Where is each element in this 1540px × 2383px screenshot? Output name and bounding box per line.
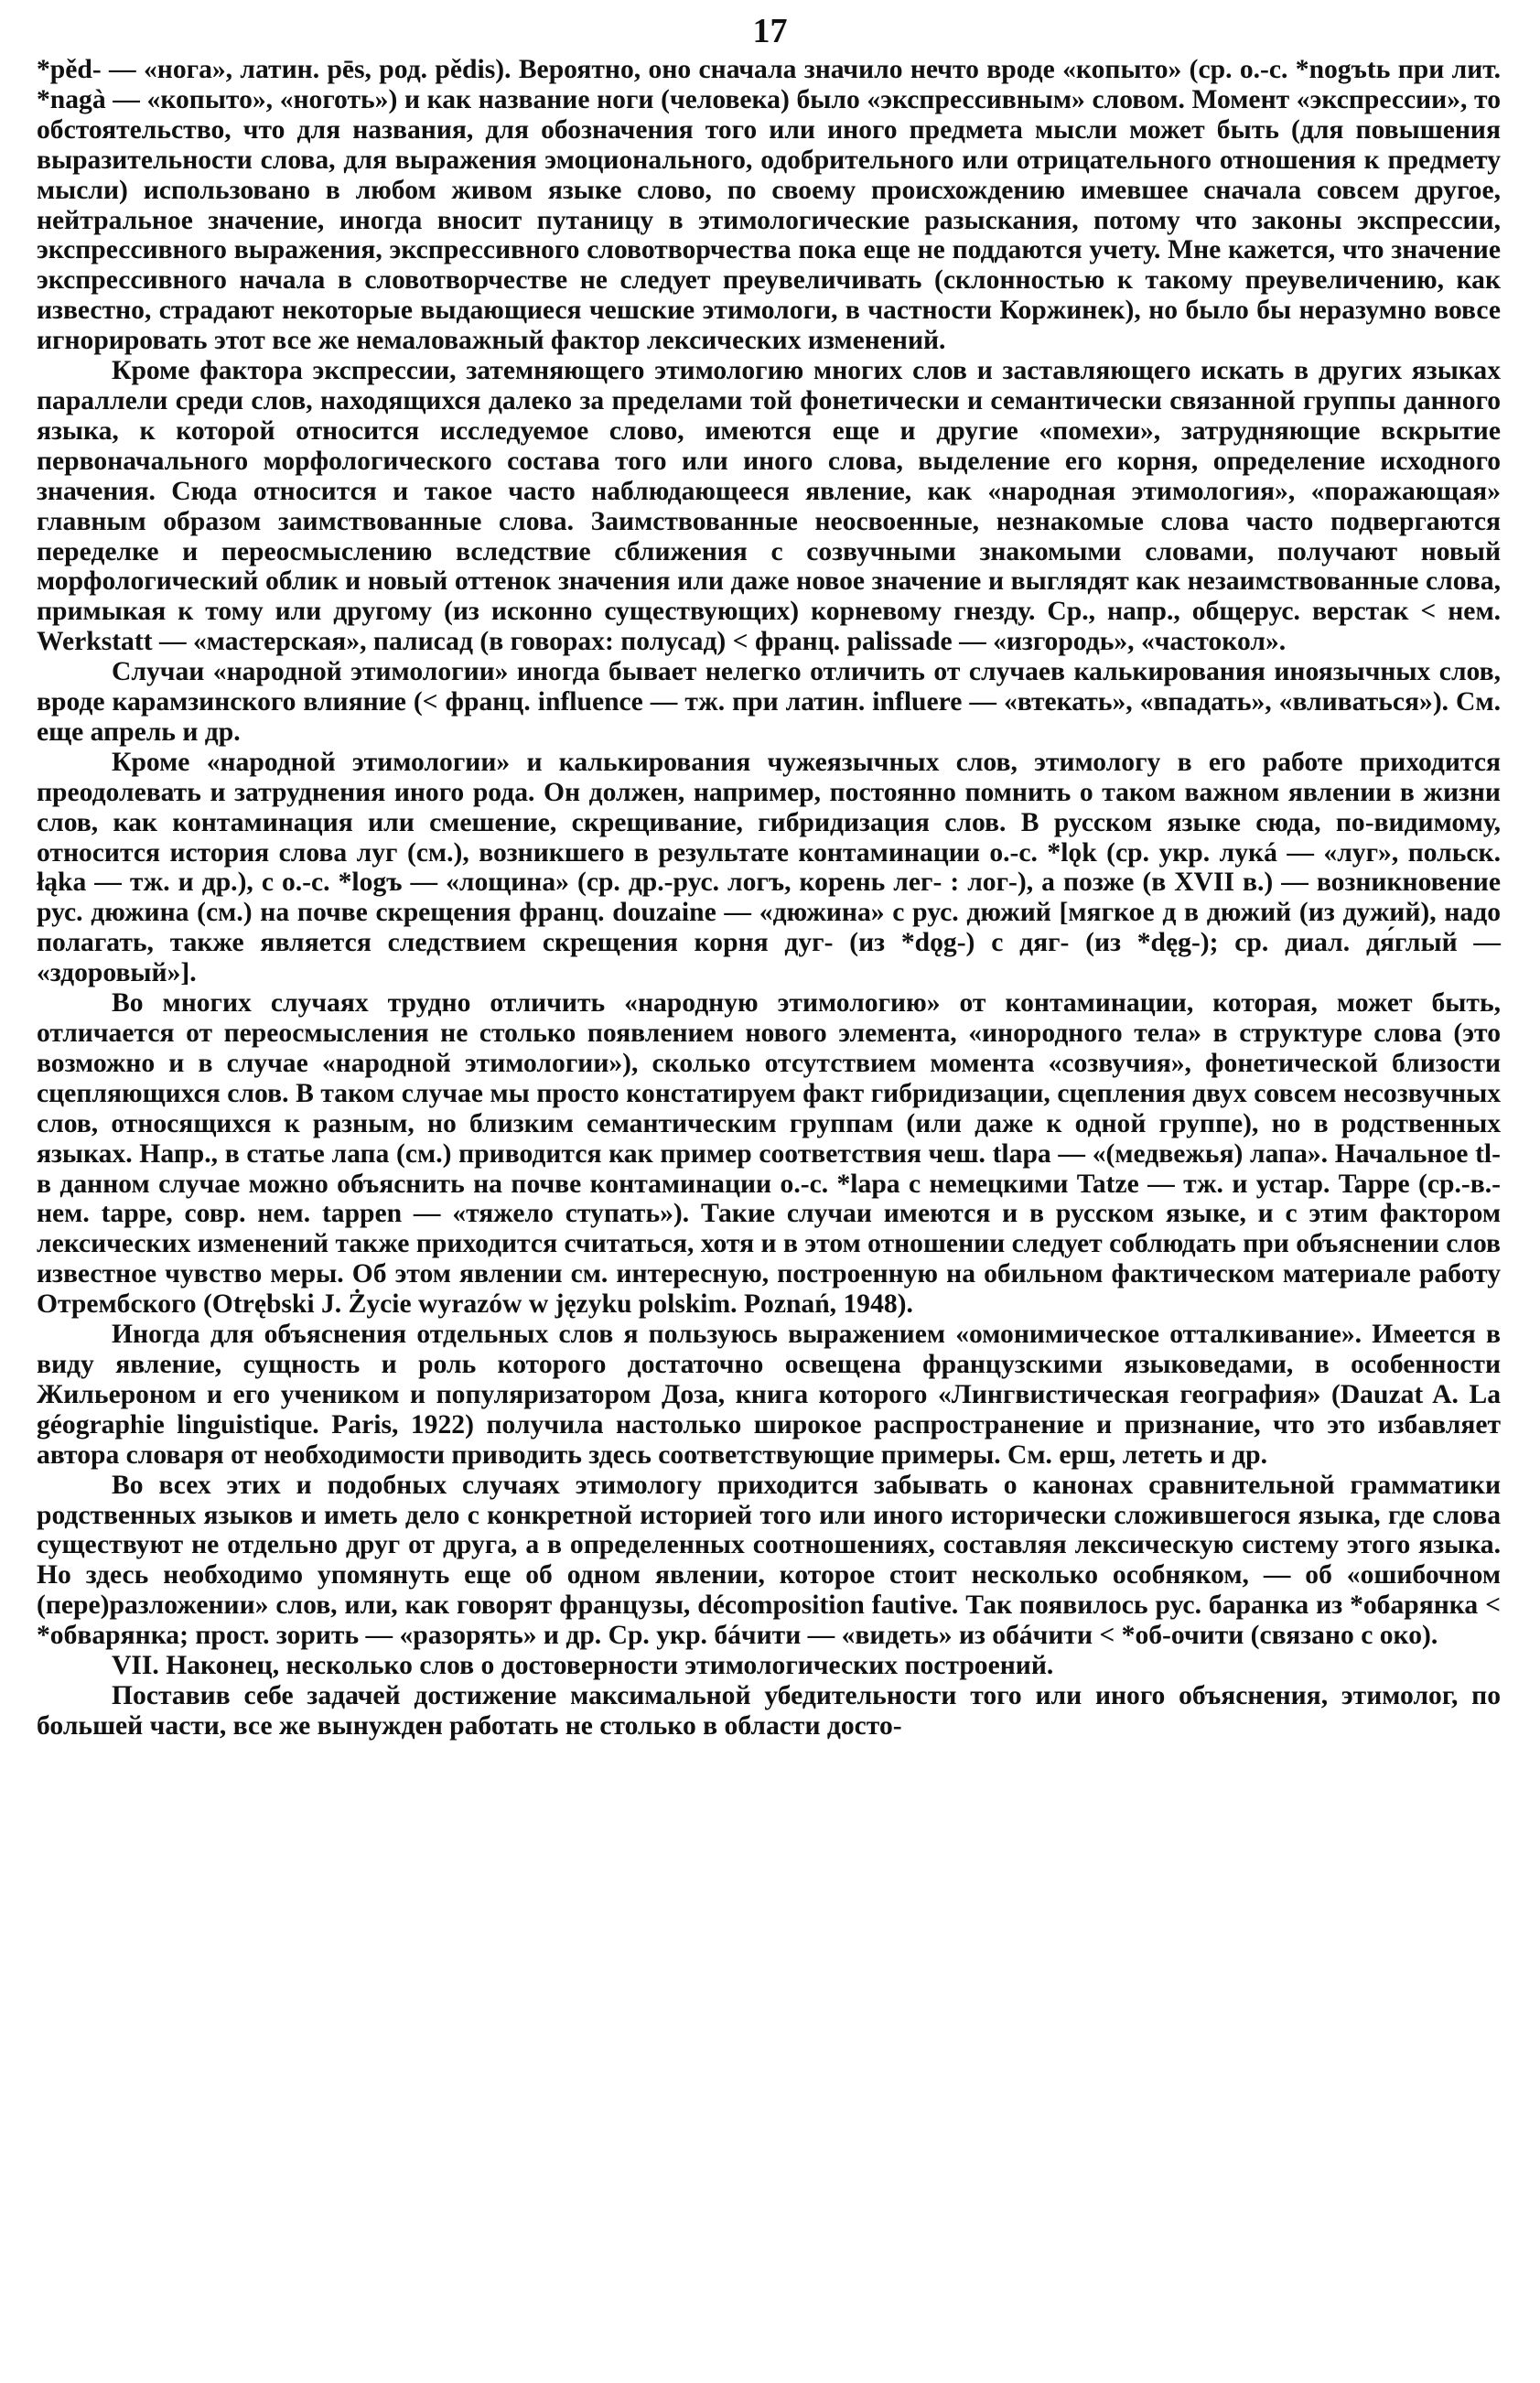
paragraph: Кроме «народной этимологии» и калькирования чужеязычных слов, этимологу в его работе приходится преодолевать и затруднения иного рода. Он должен, например, постоянно помнить о таком важном явлении в жизни слов, как контаминация или смешение, скрещивание, гибридизация слов. В русском языке сюда, по-видимому, относится история слова луг (см.), возникшего в результате контаминации о.-с. *lǫk (ср. укр. лукá — «луг», польск. łąka — тж. и др.), с о.-с. *logъ — «лощина» (ср. др.-рус. логъ, корень лег- : лог-), а позже (в XVII в.) — возникновение рус. дюжина (см.) на почве скрещения франц. douzaine — «дюжина» с рус. дюжий [мягкое д в дюжий (из дужий), надо полагать, также является следствием скрещения корня дуг- (из *dǫg-) с дяг- (из *dęg-); ср. диал. дя́глый — «здоровый»].: [37, 747, 1501, 988]
paragraph: Случаи «народной этимологии» иногда бывает нелегко отличить от случаев калькирования иноязычных слов, вроде карамзинского влияние (< франц. influence — тж. при латин. influere — «втекать», «впадать», «вливаться»). См. еще апрель и др.: [37, 657, 1501, 747]
page-number: 17: [752, 12, 788, 50]
paragraph: Поставив себе задачей достижение максимальной убедительности того или иного объяснения, этимолог, по большей части, все же вынужден работать не столько в области досто-: [37, 1680, 1501, 1741]
paragraph: Во многих случаях трудно отличить «народную этимологию» от контаминации, которая, может быть, отличается от переосмысления не столько появлением нового элемента, «инородного тела» в структуре слова (это возможно и в случае «народной этимологии»), сколько отсутствием момента «созвучия», фонетической близости сцепляющихся слов. В таком случае мы просто констатируем факт гибридизации, сцепления двух совсем несозвучных слов, относящихся к разным, но близким семантическим группам (или даже к одной группе), но в родственных языках. Напр., в статье лапа (см.) приводится как пример соответствия чеш. tlapa — «(медвежья) лапа». Начальное tl- в данном случае можно объяснить на почве контаминации о.-с. *lapa с немецкими Tatze — тж. и устар. Tappe (ср.-в.-нем. tappe, совр. нем. tappen — «тяжело ступать»). Такие случаи имеются и в русском языке, и с этим фактором лексических изменений также приходится считаться, хотя и в этом отношении следует соблюдать при объяснении слов известное чувство меры. Об этом явлении см. интересную, построенную на обильном фактическом материале работу Отрембского (Otrębski J. Życie wyrazów w języku polskim. Poznań, 1948).: [37, 988, 1501, 1320]
paragraph: Во всех этих и подобных случаях этимологу приходится забывать о канонах сравнительной грамматики родственных языков и иметь дело с конкретной историей того или иного исторически сложившегося языка, где слова существуют не отдельно друг от друга, а в определенных соотношениях, составляя лексическую систему этого языка. Но здесь необходимо упомянуть еще об одном явлении, которое стоит несколько особняком, — об «ошибочном (пере)разложении» слов, или, как говорят французы, décomposition fautive. Так появилось рус. баранка из *обарянка < *обварянка; прост. зорить — «разорять» и др. Ср. укр. бáчити — «видеть» из обáчити < *об-очити (связано с око).: [37, 1470, 1501, 1651]
paragraph: Иногда для объяснения отдельных слов я пользуюсь выражением «омонимическое отталкивание». Имеется в виду явление, сущность и роль которого достаточно освещена французскими языковедами, в особенности Жильероном и его учеником и популяризатором Доза, книга которого «Лингвистическая география» (Dauzat A. La géographie linguistique. Paris, 1922) получила настолько широкое распространение и признание, что это избавляет автора словаря от необходимости приводить здесь соответствующие примеры. См. ерш, лететь и др.: [37, 1320, 1501, 1470]
section-heading: VII. Наконец, несколько слов о достоверности этимологических построений.: [112, 1651, 1054, 1681]
body-text: [37, 55, 1501, 1741]
paragraph: Кроме фактора экспрессии, затемняющего этимологию многих слов и заставляющего искать в других языках параллели среди слов, находящихся далеко за пределами той фонетически и семантически связанной группы данного языка, к которой относится исследуемое слово, имеются еще и другие «помехи», затрудняющие вскрытие первоначального морфологического состава того или иного слова, выделение его корня, определение исходного значения. Сюда относится и такое часто наблюдающееся явление, как «народная этимология», «поражающая» главным образом заимствованные слова. Заимствованные неосвоенные, незнакомые слова часто подвергаются переделке и переосмыслению вследствие сближения с созвучными знакомыми словами, получают новый морфологический облик и новый оттенок значения или даже новое значение и выглядят как незаимствованные слова, примыкая к тому или другому (из исконно существующих) корневому гнезду. Ср., напр., общерус. верстак < нем. Werkstatt — «мастерская», палисад (в говорах: полусад) < франц. palissade — «изгородь», «частокол».: [37, 356, 1501, 657]
paragraph: *pěd- — «нога», латин. pēs, род. pědis). Вероятно, оно сначала значило нечто вроде «копыто» (ср. о.-с. *nogъtь при лит. *nagà — «копыто», «ноготь») и как название ноги (человека) было «экспрессивным» словом. Момент «экспрессии», то обстоятельство, что для названия, для обозначения того или иного предмета мысли может быть (для повышения выразительности слова, для выражения эмоционального, одобрительного или отрицательного отношения к предмету мысли) использовано в любом живом языке слово, по своему происхождению имевшее сначала совсем другое, нейтральное значение, иногда вносит путаницу в этимологические разыскания, потому что законы экспрессии, экспрессивного выражения, экспрессивного словотворчества пока еще не поддаются учету. Мне кажется, что значение экспрессивного начала в словотворчестве не следует преувеличивать (склонностью к такому преувеличению, как известно, страдают некоторые выдающиеся чешские этимологи, в частности Коржинек), но было бы неразумно вовсе игнорировать этот все же немаловажный фактор лексических изменений.: [37, 55, 1501, 356]
